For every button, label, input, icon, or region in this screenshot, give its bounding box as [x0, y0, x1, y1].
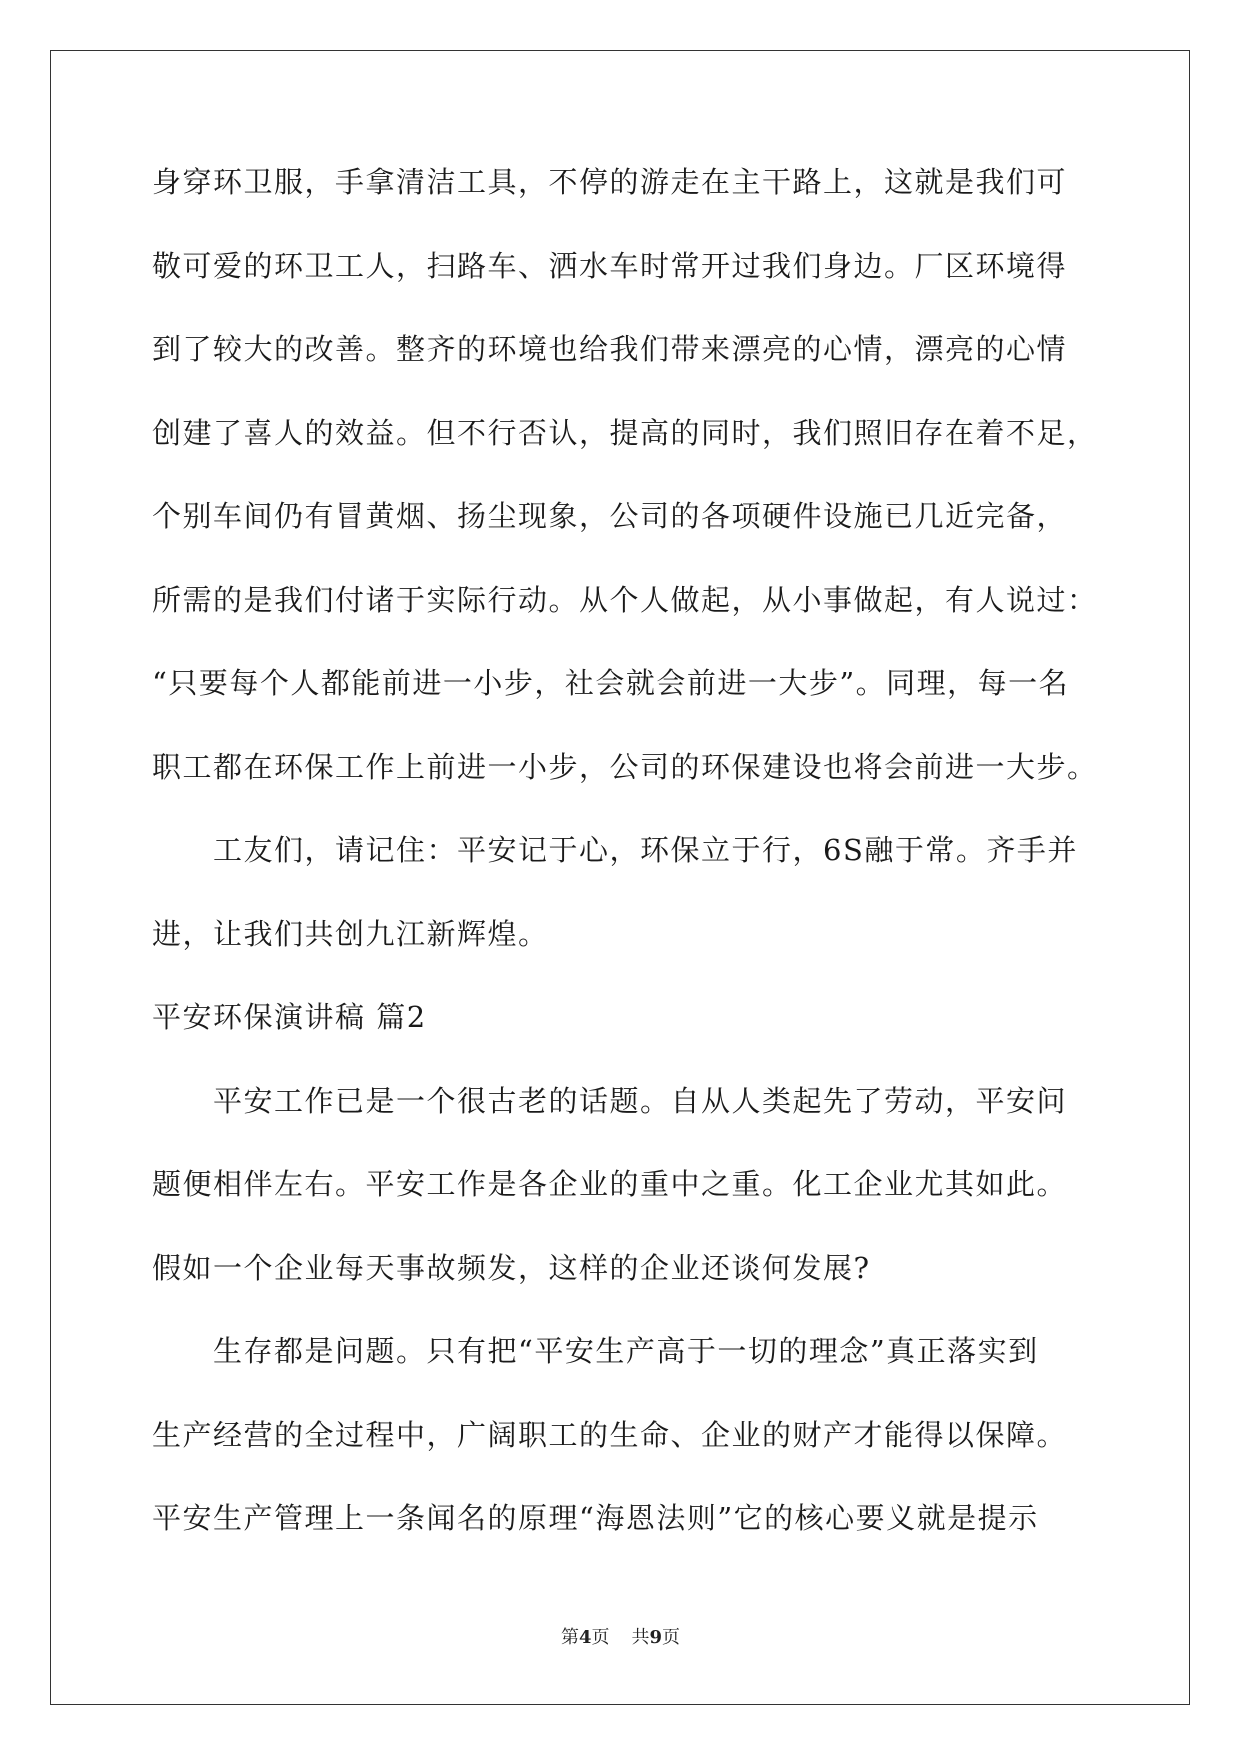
text-line: 题便相伴左右。平安工作是各企业的重中之重。化工企业尤其如此。 — [152, 1167, 1068, 1201]
text-line: 生存都是问题。只有把“平安生产高于一切的理念”真正落实到 — [152, 1334, 1039, 1368]
page-number: 4 — [578, 1627, 592, 1648]
text-line: 进，让我们共创九江新辉煌。 — [152, 916, 549, 951]
text-line: “只要每个人都能前进一小步，社会就会前进一大步”。同理，每一名 — [152, 666, 1070, 700]
text-line: 敬可爱的环卫工人，扫路车、洒水车时常开过我们身边。厂区环境得 — [152, 248, 1068, 283]
text-line: 平安工作已是一个很古老的话题。自从人类起先了劳动，平安问 — [152, 1083, 1068, 1118]
total-prefix: 共 — [631, 1627, 650, 1648]
text-line: 个别车间仍有冒黄烟、扬尘现象，公司的各项硬件设施已几近完备， — [152, 499, 1068, 533]
text-line: 所需的是我们付诸于实际行动。从个人做起，从小事做起，有人说过： — [152, 582, 1098, 617]
total-pages: 9 — [649, 1627, 663, 1648]
page-prefix: 第 — [560, 1627, 579, 1648]
text-line: 身穿环卫服，手拿清洁工具，不停的游走在主干路上，这就是我们可 — [152, 165, 1068, 199]
page-suffix: 页 — [591, 1627, 610, 1648]
section-heading: 平安环保演讲稿 篇2 — [152, 1000, 427, 1034]
text-line: 创建了喜人的效益。但不行否认，提高的同时，我们照旧存在着不足， — [152, 415, 1098, 450]
text-line: 假如一个企业每天事故频发，这样的企业还谈何发展? — [152, 1250, 871, 1285]
text-line: 工友们，请记住：平安记于心，环保立于行，6S融于常。齐手并 — [152, 833, 1078, 867]
text-line: 生产经营的全过程中，广阔职工的生命、企业的财产才能得以保障。 — [152, 1417, 1068, 1452]
total-suffix: 页 — [662, 1627, 681, 1648]
text-line: 职工都在环保工作上前进一小步，公司的环保建设也将会前进一大步。 — [152, 749, 1098, 784]
document-body — [152, 159, 1098, 1579]
text-line: 到了较大的改善。整齐的环境也给我们带来漂亮的心情，漂亮的心情 — [152, 332, 1068, 366]
page-footer — [0, 1627, 1241, 1649]
text-line: 平安生产管理上一条闻名的原理“海恩法则”它的核心要义就是提示 — [152, 1501, 1039, 1535]
